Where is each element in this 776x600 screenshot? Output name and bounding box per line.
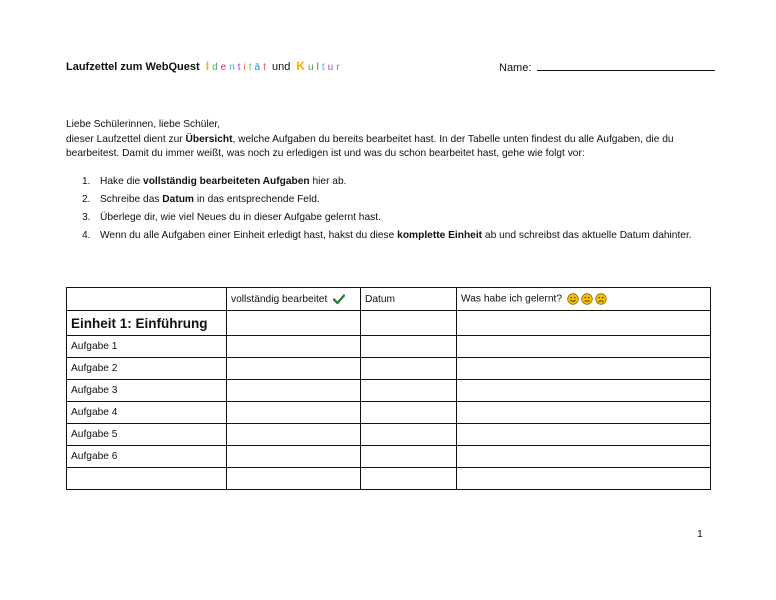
table-row [67,468,711,490]
date-cell[interactable] [361,311,457,336]
task-label-cell: Aufgabe 1 [67,336,227,358]
completed-cell[interactable] [227,446,361,468]
name-label: Name: [499,62,532,74]
learned-cell[interactable] [457,446,711,468]
instruction-bold: Datum [162,194,194,205]
title-letter: l [316,62,319,73]
intro-line: bearbeitest. Damit du immer weißt, was noch zu erledigen ist und was du schon bearbeitet hast, gehe wie folgt vor: [66,148,585,159]
instruction-number: 3. [82,212,91,223]
learned-cell[interactable] [457,311,711,336]
instruction-text: Überlege dir, wie viel Neues du in dieser Aufgabe gelernt hast. [100,212,381,223]
instruction-number: 4. [82,230,91,241]
date-cell[interactable] [361,380,457,402]
instruction-text: Schreibe das [100,194,163,205]
task-label-cell: Aufgabe 4 [67,402,227,424]
date-cell[interactable] [361,358,457,380]
intro-text [66,118,716,162]
instruction-item [66,229,716,247]
title-letter: r [336,62,340,73]
instruction-list [66,175,716,247]
title-letter: u [308,62,314,73]
instruction-text: in das entsprechende Feld. [194,194,320,205]
task-label-cell: Aufgabe 5 [67,424,227,446]
instruction-number: 2. [82,194,91,205]
task-label-cell: Aufgabe 6 [67,446,227,468]
header-label: vollständig bearbeitet [231,293,328,305]
date-cell[interactable] [361,402,457,424]
progress-table [66,287,711,490]
page-number: 1 [697,528,703,540]
title-letter: I [205,59,210,73]
date-cell[interactable] [361,424,457,446]
neutral-face-icon [581,293,593,305]
intro-greeting: Liebe Schülerinnen, liebe Schüler, [66,119,221,130]
intro-text-run: dieser Laufzettel dient zur [66,133,186,145]
title-letter: n [229,62,235,73]
completed-cell[interactable] [227,424,361,446]
instruction-text: Hake die [100,176,144,187]
table-section-row [67,311,711,336]
checkmark-icon [333,294,345,304]
title-letter: t [263,62,266,73]
header-cell-empty [67,288,227,311]
section-title-cell [67,311,227,336]
name-input-line[interactable] [537,59,715,71]
title-connector: und [271,61,291,73]
instruction-item [66,175,716,193]
section-title: Einheit 1: Einführung [71,315,208,331]
completed-cell[interactable] [227,402,361,424]
instruction-bold: vollständig bearbeiteten Aufgaben [143,176,310,187]
happy-face-icon [567,293,579,305]
learned-cell[interactable] [457,358,711,380]
title-letter: t [237,62,241,73]
instruction-item [66,193,716,211]
instruction-bold: komplette Einheit [397,230,483,241]
table-row [67,336,711,358]
table-row [67,380,711,402]
title-letter: t [248,62,252,73]
completed-cell[interactable] [227,311,361,336]
learned-cell[interactable] [457,402,711,424]
instruction-item [66,211,716,229]
sad-face-icon [595,293,607,305]
instruction-text: Wenn du alle Aufgaben einer Einheit erledigt hast, hakst du diese [100,230,398,241]
learned-cell[interactable] [457,336,711,358]
instruction-text: hier ab. [309,176,347,187]
title-letter: i [243,62,246,73]
document-title [66,59,343,73]
title-letter: ä [254,62,261,73]
header-cell-completed [227,288,361,311]
table-row [67,424,711,446]
header-label: Datum [365,293,396,305]
learned-cell[interactable] [457,468,711,490]
instruction-text: ab und schreibst das aktuelle Datum dahinter. [482,230,692,241]
title-letter: u [327,62,334,73]
table-row [67,446,711,468]
date-cell[interactable] [361,446,457,468]
task-label-cell [67,468,227,490]
header-label: Was habe ich gelernt? [461,293,562,305]
intro-text-run: , welche Aufgaben du bereits bearbeitet hast. In der Tabelle unten findest du alle Aufgaben, die du [232,133,674,145]
completed-cell[interactable] [227,358,361,380]
learned-cell[interactable] [457,380,711,402]
title-letter: e [220,62,227,73]
completed-cell[interactable] [227,336,361,358]
header-cell-date [361,288,457,311]
table-row [67,402,711,424]
intro-bold-run: Übersicht [185,133,233,145]
title-letter: d [212,62,218,73]
table-header-row [67,288,711,311]
header-cell-learned [457,288,711,311]
intro-line [66,133,716,148]
table-row [67,358,711,380]
title-word-kultur [296,61,342,73]
task-label-cell: Aufgabe 3 [67,380,227,402]
completed-cell[interactable] [227,380,361,402]
name-field [499,59,715,74]
completed-cell[interactable] [227,468,361,490]
date-cell[interactable] [361,336,457,358]
date-cell[interactable] [361,468,457,490]
title-word-identitaet [206,61,272,73]
title-main: Laufzettel zum WebQuest [66,61,200,73]
title-letter: K [296,59,306,73]
instruction-number: 1. [82,176,91,187]
task-label-cell: Aufgabe 2 [67,358,227,380]
title-letter: t [321,62,325,73]
learned-cell[interactable] [457,424,711,446]
